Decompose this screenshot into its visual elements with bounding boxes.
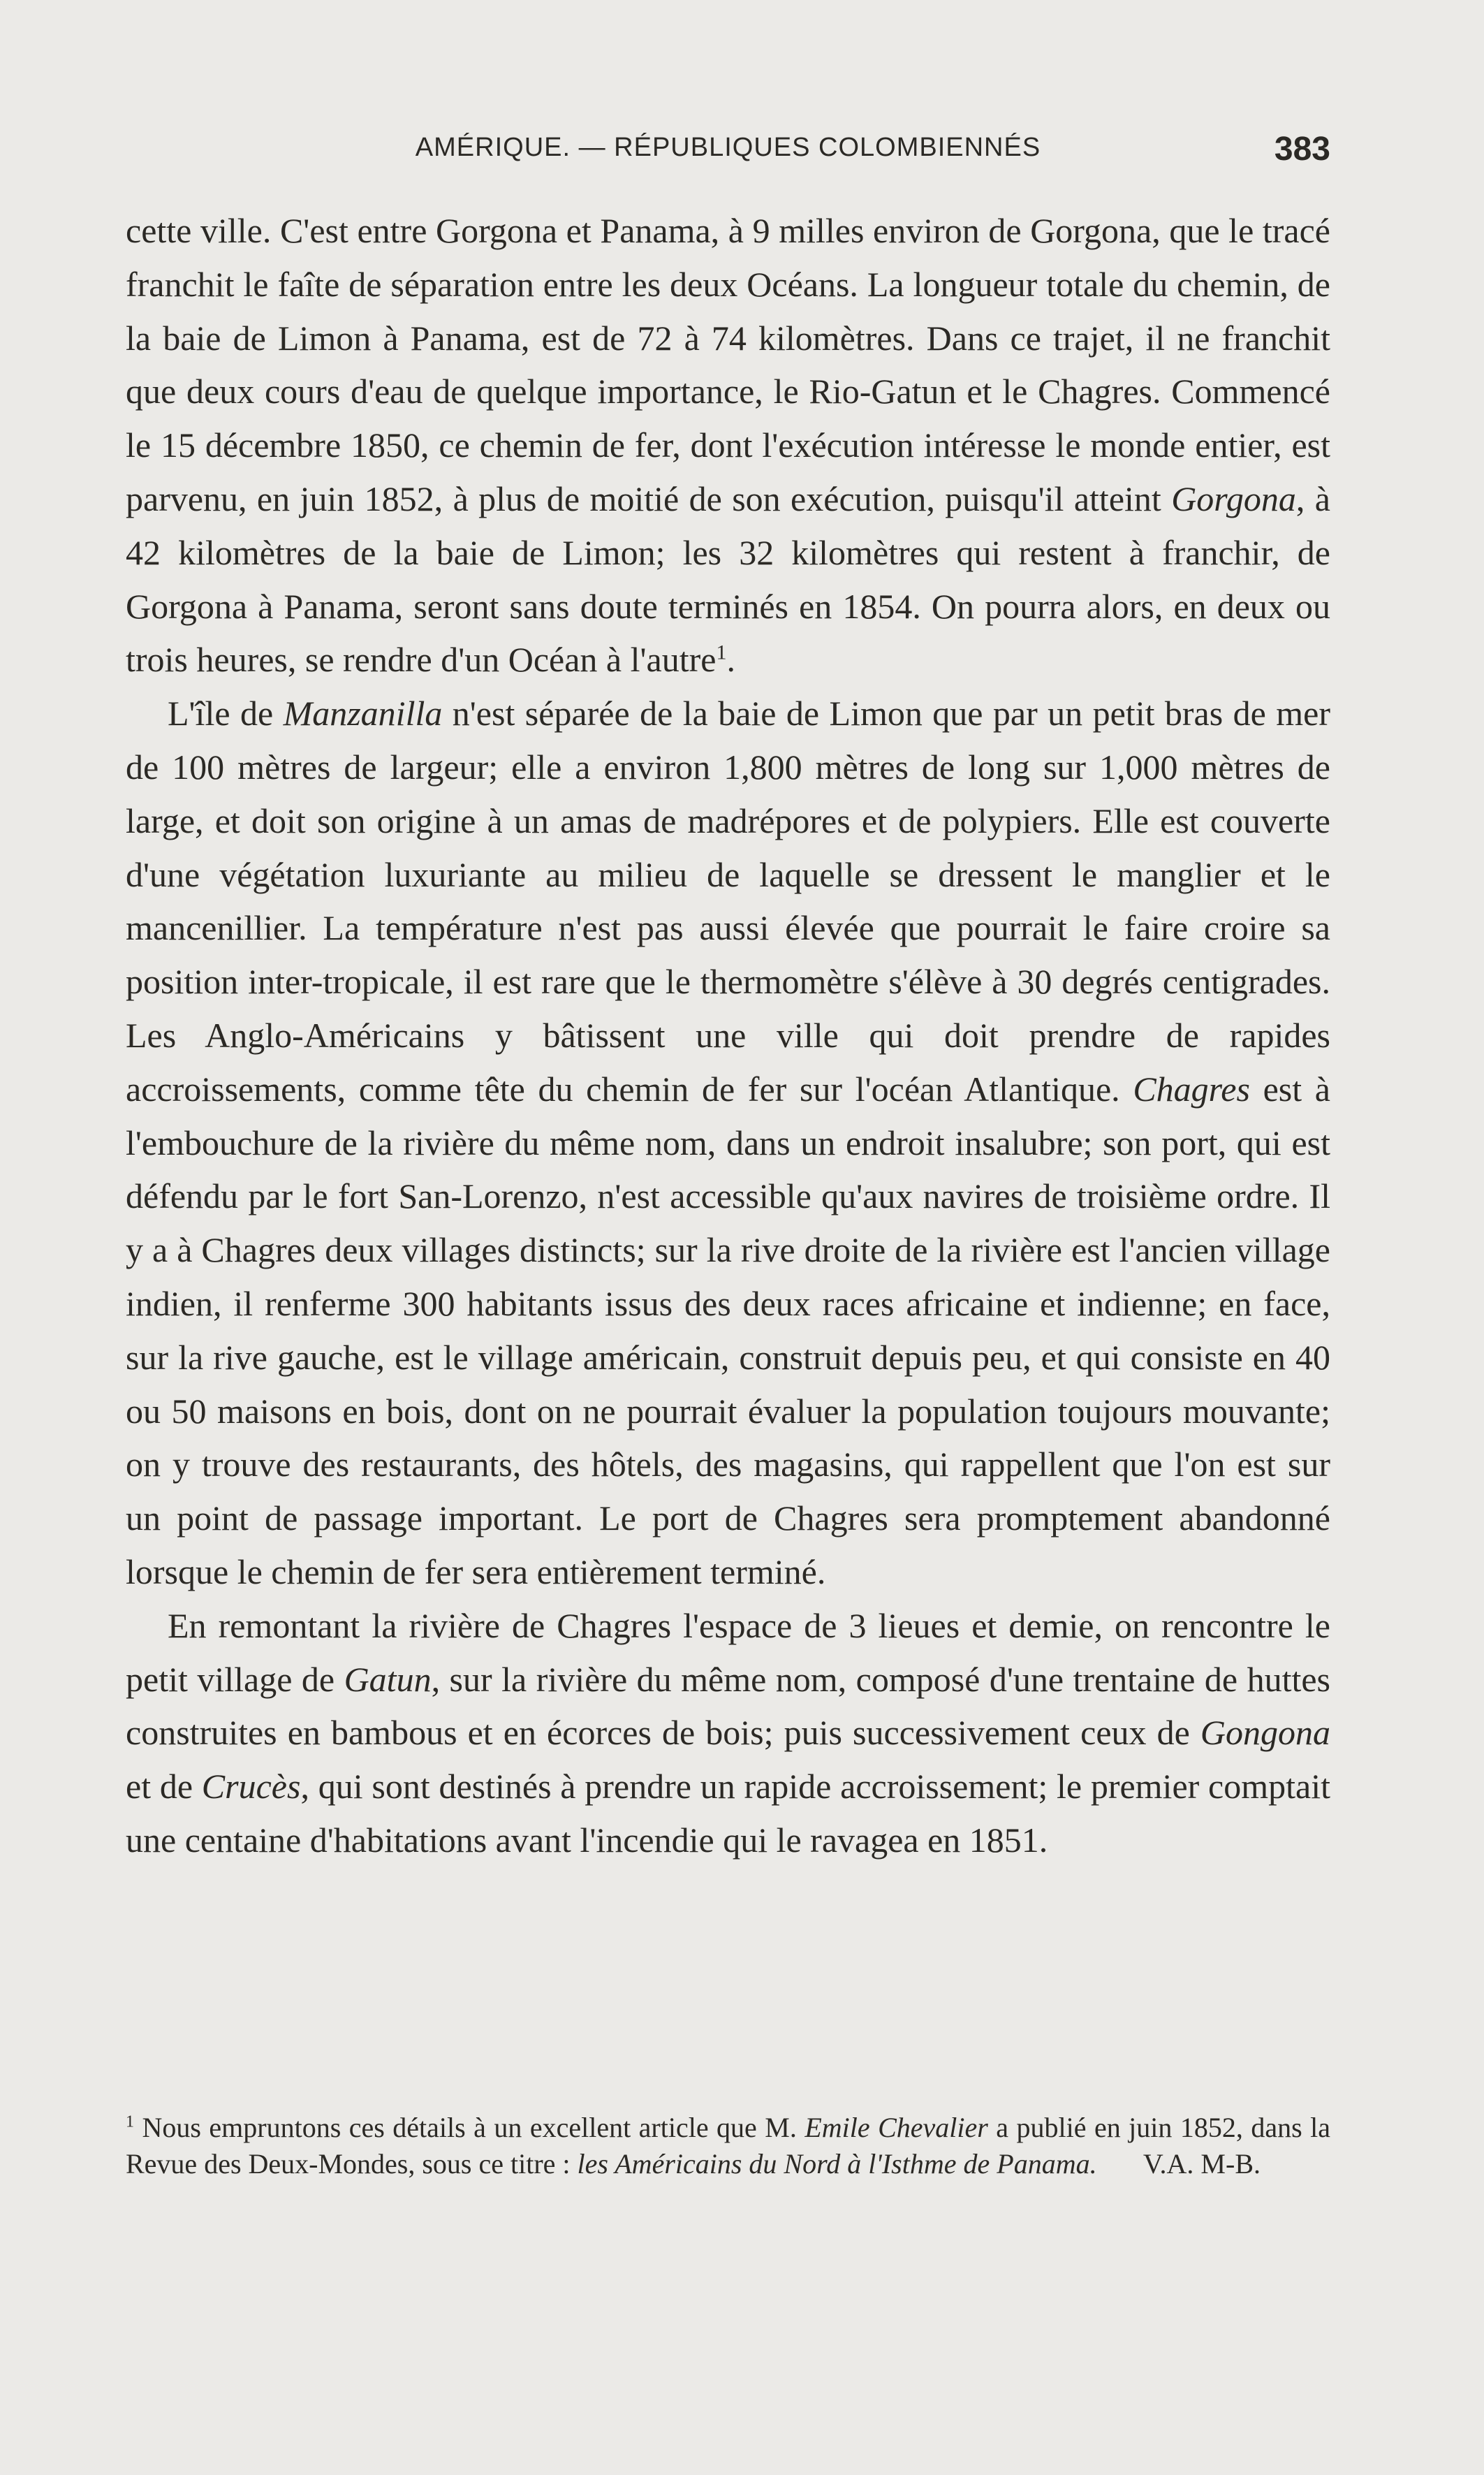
paragraph-3-italic-gongona: Gongona [1200,1713,1330,1753]
footnote-marker: 1 [126,2112,134,2131]
paragraph-3-text-e: et de [126,1767,202,1806]
paragraph-2-text-c: n'est séparée de la baie de Limon que par un petit bras de mer de 100 mètres de largeur; elle a environ 1,800 mètres de long sur 1,000 mètres de large, et doit son origine à un amas de madrépores et de polypiers. Elle est couverte d'une végétation luxuriante au milieu de laquelle se dressent le manglier et le mancenillier. La température n'est pas aussi élevée que pourrait le faire croire sa position inter-tropicale, il est rare que le thermomètre s'élève à 30 degrés centigrades. Les Anglo-Américains y bâtissent une ville qui doit prendre de rapides accroissements, comme tête du chemin de fer sur l'océan Atlantique. [126,694,1330,1109]
paragraph-2-text-a: L'île de [168,694,284,733]
paragraph-3-text-g: , qui sont destinés à prendre un rapide accroissement; le premier comptait une centaine d'habitations avant l'incendie qui le ravagea en 1851. [126,1767,1330,1860]
paragraph-3-text-a: En remontant la rivière de Chagres l'espace de 3 lieues et demie, on rencontre le petit village de [126,1605,1330,1699]
footnote-signature: V.A. M-B. [1143,2148,1261,2180]
paragraph-3-text-c: , sur la rivière du même nom, composé d'une trentaine de huttes construites en bambous et en écorces de bois; puis successivement ceux de [126,1659,1331,1753]
footnote-reference: 1 [716,641,727,664]
page-header [126,133,1330,182]
paragraph-1-text-a: cette ville. C'est entre Gorgona et Panama, à 9 milles environ de Gorgona, que le tracé franchit le faîte de séparation entre les deux Océans. La longueur totale du chemin, de la baie de Limon à Panama, est de 72 à 74 kilomètres. Dans ce trajet, il ne franchit que deux cours d'eau de quelque importance, le Rio-Gatun et le Chagres. Commencé le 15 décembre 1850, ce chemin de fer, dont l'exécution intéresse le monde entier, est parvenu, en juin 1852, à plus de moitié de son exécution, puisqu'il atteint [126,211,1330,518]
body-text [126,204,1330,1867]
paragraph-2-text-e: est à l'embouchure de la rivière du même nom, dans un endroit insalubre; son port, qui est défendu par le fort San-Lorenzo, n'est accessible qu'aux navires de troisième ordre. Il y a à Chagres deux villages distincts; sur la rive droite de la rivière est l'ancien village indien, il renferme 300 habitants issus des deux races africaine et indienne; en face, sur la rive gauche, est le village américain, construit depuis peu, et qui consiste en 40 ou 50 maisons en bois, dont on ne pourrait évaluer la population toujours mouvante; on y trouve des restaurants, des hôtels, des magasins, qui rappellent que l'on est sur un point de passage important. Le port de Chagres sera promptement abandonné lorsque le chemin de fer sera entièrement terminé. [126,1069,1330,1591]
footnote [126,2110,1330,2182]
footnote-text-a: Nous empruntons ces détails à un excellent article que M. [134,2112,805,2143]
page-number: 383 [1274,131,1330,168]
paragraph-2 [126,687,1330,1599]
paragraph-2-italic-chagres: Chagres [1133,1069,1250,1109]
paragraph-3-italic-gatun: Gatun [344,1659,432,1699]
footnote-italic-author: Emile Chevalier [805,2112,988,2143]
paragraph-3 [126,1599,1330,1867]
footnote-italic-title: les Américains du Nord à l'Isthme de Panama. [577,2148,1097,2180]
paragraph-1-text-c: , à 42 kilomètres de la baie de Limon; les 32 kilomètres qui restent à franchir, de Gorgona à Panama, seront sans doute terminés en 1854. On pourra alors, en deux ou trois heures, se rendre d'un Océan à l'autre [126,479,1330,680]
paragraph-1 [126,204,1330,687]
paragraph-3-italic-cruces: Crucès [201,1767,301,1806]
footnote-text-c: a publié en juin 1852, dans la Revue des Deux-Mondes, sous ce titre : [126,2112,1331,2180]
paragraph-1-text-d: . [726,640,735,680]
running-title: AMÉRIQUE. — RÉPUBLIQUES COLOMBIENNÉS [415,133,1041,162]
paragraph-1-italic-gorgona: Gorgona [1171,479,1296,518]
paragraph-2-italic-manzanilla: Manzanilla [283,694,443,733]
